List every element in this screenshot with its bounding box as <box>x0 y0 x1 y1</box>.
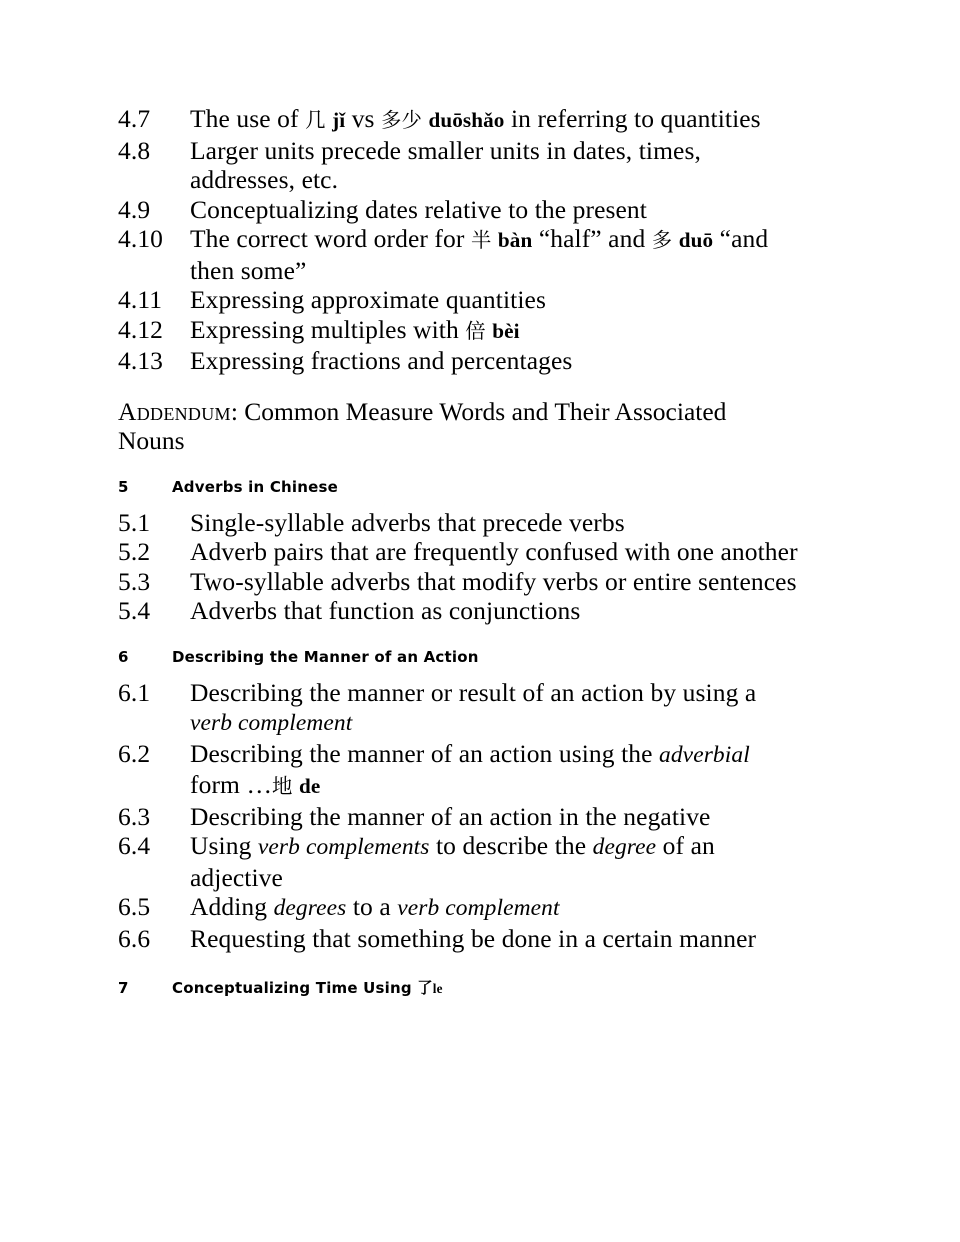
toc-entry-number: 4.8 <box>118 135 151 165</box>
section-label-5: Adverbs in Chinese <box>172 477 339 496</box>
section-heading-6[interactable] <box>118 648 842 666</box>
pinyin-run: de <box>299 774 321 798</box>
toc-entry[interactable] <box>118 739 842 802</box>
hanzi-run: 多少 <box>381 108 423 132</box>
toc-entry-title: Describing the manner or result of an action by using a verb complement <box>190 677 757 736</box>
toc-entry[interactable] <box>118 346 842 376</box>
toc-entry-title: Requesting that something be done in a certain manner <box>190 923 757 953</box>
toc-entry-number: 6.5 <box>118 892 151 921</box>
toc-entry-title: Expressing multiples with 倍 bèi <box>190 314 520 344</box>
toc-entry-number: 4.11 <box>118 285 163 314</box>
toc-entry[interactable] <box>118 678 842 739</box>
toc-entry-title: Adverbs that function as conjunctions <box>190 596 581 625</box>
toc-entry[interactable] <box>118 136 842 195</box>
toc-entry[interactable] <box>118 924 842 954</box>
section-number-5: 5 <box>118 477 129 496</box>
hanzi-run: 多 <box>651 228 673 252</box>
toc-entry[interactable] <box>118 802 842 832</box>
toc-entry-title: Single-syllable adverbs that precede verbs <box>190 507 625 537</box>
toc-entry-title: Adverb pairs that are frequently confused with one another <box>190 537 798 566</box>
hanzi-run: 半 <box>470 228 492 252</box>
italic-term: degrees <box>273 895 347 921</box>
toc-entry-title: Adding degrees to a verb complement <box>190 892 560 921</box>
toc-list-chapter-4 <box>118 104 842 376</box>
toc-entry-number: 4.13 <box>118 346 164 375</box>
pinyin-run: duōshǎo <box>428 108 505 132</box>
toc-entry-title: Conceptualizing dates relative to the present <box>190 194 647 224</box>
section-number-6: 6 <box>118 647 129 666</box>
toc-entry-number: 6.1 <box>118 677 151 707</box>
addendum-text: Common Measure Words and Their Associated Nouns <box>118 396 727 455</box>
section-label-7-text: Conceptualizing Time Using <box>172 979 418 997</box>
section-label-7-hanzi: 了 <box>417 980 433 997</box>
toc-entry-number: 6.3 <box>118 801 151 831</box>
toc-entry-number: 5.1 <box>118 507 151 537</box>
toc-list-section-6 <box>118 678 842 954</box>
section-heading-5[interactable] <box>118 478 842 496</box>
toc-entry-title: Using verb complements to describe the degree of an adjective <box>190 831 715 892</box>
toc-entry-number: 6.4 <box>118 831 151 860</box>
toc-entry-title: Expressing fractions and percentages <box>190 346 573 375</box>
pinyin-run: duō <box>678 228 714 252</box>
toc-entry[interactable] <box>118 537 842 567</box>
italic-term: degree <box>592 834 657 860</box>
toc-entry-title: Describing the manner of an action in the negative <box>190 801 711 831</box>
toc-entry-number: 6.6 <box>118 923 151 953</box>
toc-entry-title: Describing the manner of an action using the adverbial form …地 de <box>190 738 750 799</box>
toc-entry[interactable] <box>118 892 842 924</box>
italic-term: verb complement <box>397 895 560 921</box>
toc-entry-number: 5.3 <box>118 566 151 596</box>
addendum-separator: : <box>230 396 238 426</box>
toc-entry-title: Larger units precede smaller units in dates, times, addresses, etc. <box>190 135 701 194</box>
pinyin-run: bàn <box>497 228 533 252</box>
toc-entry-number: 4.9 <box>118 194 151 224</box>
toc-entry[interactable] <box>118 224 842 285</box>
addendum-label: Addendum <box>118 396 231 426</box>
toc-entry[interactable] <box>118 567 842 597</box>
section-label-6: Describing the Manner of an Action <box>172 647 479 666</box>
section-label-7-pinyin: le <box>432 981 443 996</box>
italic-term: verb complement <box>190 710 353 736</box>
toc-entry[interactable] <box>118 285 842 315</box>
hanzi-run: 地 <box>272 774 293 798</box>
toc-entry-title: The correct word order for 半 bàn “half” and 多 duō “and then some” <box>190 224 769 285</box>
toc-entry-number: 5.2 <box>118 537 151 566</box>
toc-entry-number: 4.10 <box>118 224 164 253</box>
toc-entry[interactable] <box>118 508 842 538</box>
pinyin-run: bèi <box>492 318 520 343</box>
pinyin-run: jǐ <box>332 108 346 132</box>
toc-entry-number: 4.7 <box>118 104 151 133</box>
italic-term: verb complements <box>257 834 430 860</box>
toc-list-section-5 <box>118 508 842 626</box>
toc-entry[interactable] <box>118 831 842 892</box>
section-number-7: 7 <box>118 979 129 997</box>
toc-entry[interactable] <box>118 104 842 136</box>
toc-entry[interactable] <box>118 315 842 347</box>
toc-entry-number: 4.12 <box>118 314 164 344</box>
section-heading-7[interactable] <box>118 979 842 998</box>
section-label-7 <box>172 979 842 998</box>
toc-entry-title: Two-syllable adverbs that modify verbs or entire sentences <box>190 566 797 596</box>
addendum-entry <box>118 397 758 456</box>
toc-entry[interactable] <box>118 596 842 626</box>
hanzi-run: 倍 <box>465 318 486 343</box>
toc-entry-number: 5.4 <box>118 596 151 625</box>
hanzi-run: 几 <box>305 108 326 132</box>
toc-entry[interactable] <box>118 195 842 225</box>
italic-term: adverbial <box>659 741 750 768</box>
toc-entry-number: 6.2 <box>118 738 151 768</box>
toc-entry-title: The use of 几 jǐ vs 多少 duōshǎo in referring to quantities <box>190 104 761 133</box>
toc-entry-title: Expressing approximate quantities <box>190 285 546 314</box>
